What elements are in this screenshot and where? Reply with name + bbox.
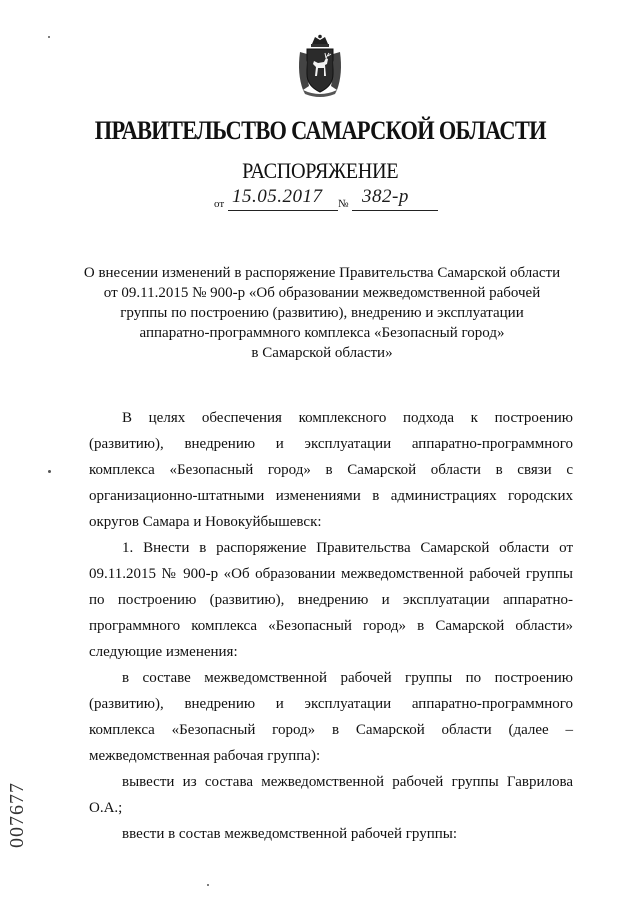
- side-registration-stamp: 007677: [6, 782, 28, 848]
- scan-speck: [207, 884, 209, 886]
- number-value: 382-р: [362, 186, 409, 207]
- organization-title: ПРАВИТЕЛЬСТВО САМАРСКОЙ ОБЛАСТИ: [94, 116, 546, 145]
- subject-line: в Самарской области»: [251, 345, 393, 361]
- document-type: РАСПОРЯЖЕНИЕ: [242, 158, 399, 183]
- date-number-line: [214, 188, 444, 214]
- number-underline: [352, 210, 438, 211]
- subject-line: группы по построению (развитию), внедрению и эксплуатации: [120, 305, 524, 321]
- document-subject: [80, 263, 564, 363]
- body-paragraph: 1. Внести в распоряжение Правительства Самарской области от 09.11.2015 № 900-р «Об образовании межведомственной рабочей группы по построению (развитию), внедрению и эксплуатации аппаратно-программного комплекса «Безопасный город» в Самарской области» следующие изменения:: [89, 540, 573, 660]
- document-body: [89, 405, 573, 847]
- number-prefix: №: [338, 198, 349, 210]
- body-paragraph: вывести из состава межведомственной рабочей группы Гаврилова О.А.;: [89, 774, 573, 816]
- scan-speck: [48, 36, 50, 38]
- body-paragraph: ввести в состав межведомственной рабочей группы:: [122, 826, 457, 842]
- subject-line: от 09.11.2015 № 900-р «Об образовании межведомственной рабочей: [103, 285, 541, 301]
- date-value: 15.05.2017: [232, 186, 323, 207]
- scan-speck: [48, 470, 51, 473]
- coat-of-arms-icon: [295, 34, 345, 98]
- subject-line: аппаратно-программного комплекса «Безопасный город»: [139, 325, 505, 341]
- date-underline: [228, 210, 338, 211]
- body-paragraph: в составе межведомственной рабочей группы по построению (развитию), внедрению и эксплуатации аппаратно-программного комплекса «Безопасный город» в Самарской области (далее – межведомственная рабочая группа):: [89, 670, 573, 764]
- date-prefix: от: [214, 198, 225, 210]
- subject-line: О внесении изменений в распоряжение Правительства Самарской области: [83, 265, 561, 281]
- body-paragraph: В целях обеспечения комплексного подхода к построению (развитию), внедрению и эксплуатации аппаратно-программного комплекса «Безопасный город» в Самарской области в связи с организационно-штатными изменениями в администрациях городских округов Самара и Новокуйбышевск:: [89, 410, 573, 530]
